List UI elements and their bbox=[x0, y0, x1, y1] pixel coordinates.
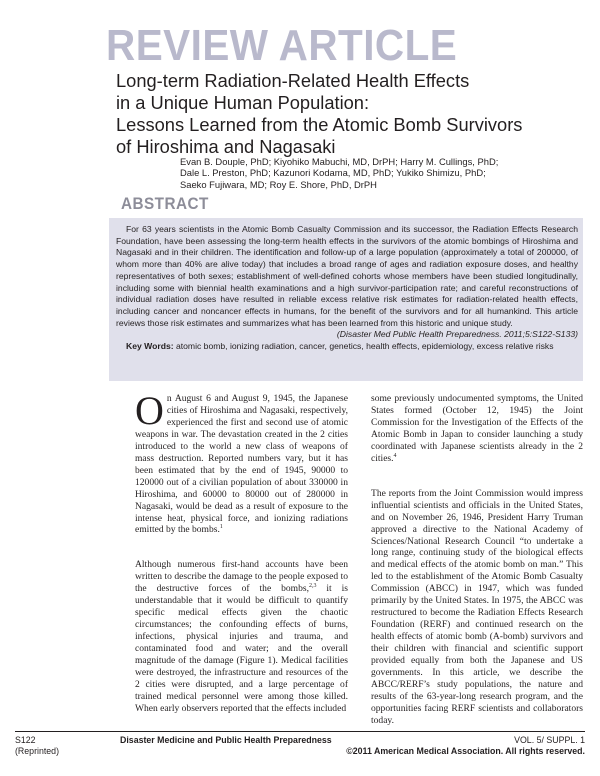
reference-superscript: 4 bbox=[393, 452, 397, 459]
abstract-text: For 63 years scientists in the Atomic Bomb Casualty Commission and its successor, the Radiation Effects Research Foundation, have been assessing the long-term health effects in the survivors of the atomic bombings of Hiroshima and Nagasaki and in their children. The identification and follow-up of a large population (approximately a total of 200000, of whom more than 40% are alive today) that includes a broad range of ages and radiation exposure doses, and healthy representatives of both sexes; establishment of well-defined cohorts whose members have been studied longitudinally, including some with biennial health examinations and a high survivor-participation rate; and careful reconstructions of individual radiation doses have resulted in reliable excess relative risk estimates for radiation-related health effects, including cancer and noncancer effects in humans, for the benefit of the survivors and for all humankind. This article reviews those risk estimates and summarizes what has been learned from this historic and unique study. bbox=[116, 224, 578, 328]
title-line: of Hiroshima and Nagasaki bbox=[116, 136, 336, 157]
body-column-left bbox=[135, 388, 348, 715]
abstract-body bbox=[116, 224, 578, 353]
copyright: ©2011 American Medical Association. All rights reserved. bbox=[346, 745, 585, 756]
abstract-heading: ABSTRACT bbox=[121, 194, 209, 213]
title-line: Long-term Radiation-Related Health Effects bbox=[116, 70, 470, 91]
body-paragraph bbox=[135, 388, 348, 536]
title-line: in a Unique Human Population: bbox=[116, 92, 370, 113]
author-line: Saeko Fujiwara, MD; Roy E. Shore, PhD, DrPH bbox=[180, 178, 377, 190]
body-paragraph bbox=[371, 393, 583, 465]
footer-rule bbox=[15, 731, 585, 732]
footer-right bbox=[346, 735, 585, 756]
author-line: Dale L. Preston, PhD; Kazunori Kodama, MD, PhD; Yukiko Shimizu, PhD; bbox=[180, 167, 486, 179]
author-list bbox=[180, 156, 590, 190]
keywords-text: atomic bomb, ionizing radiation, cancer, genetics, health effects, epidemiology, excess relative risks bbox=[175, 341, 554, 352]
article-type-label: REVIEW ARTICLE bbox=[106, 21, 458, 70]
page-number: S122 bbox=[15, 735, 36, 745]
paragraph-text: Although numerous first-hand accounts have been written to describe the damage to the people exposed to the destructive forces of the bombs, bbox=[135, 559, 348, 595]
keywords bbox=[116, 341, 578, 353]
author-line: Evan B. Douple, PhD; Kiyohiko Mabuchi, MD, DrPH; Harry M. Cullings, PhD; bbox=[180, 156, 499, 167]
citation: (Disaster Med Public Health Preparedness. 2011;5:S122-S133) bbox=[336, 329, 578, 340]
body-paragraph bbox=[135, 559, 348, 714]
reference-superscript: 2,3 bbox=[308, 583, 317, 590]
journal-name: Disaster Medicine and Public Health Preparedness bbox=[120, 735, 332, 745]
volume-info: VOL. 5/ SUPPL. 1 bbox=[514, 735, 585, 745]
paragraph-text: it is understandable that it would be difficult to quantify specific medical effects given the chaotic circumstances; the confounding effects of burns, infections, physical injuries and trauma, and contaminated food and water; and the overall magnitude of the damage (Figure 1). Medical facilities were destroyed, the infrastructure and resources of the 2 cities were disrupted, and a large percentage of trained medical personnel were among those killed. When early observers reported that the effects included bbox=[135, 583, 348, 714]
body-paragraph: The reports from the Joint Commission would impress influential scientists and officials in the United States, and on November 26, 1946, President Harry Truman approved a directive to the National Academy of Sciences/National Research Council “to undertake a long range, continuing study of the biological effects and medical effects of the atomic bomb on man.” This led to the establishment of the Atomic Bomb Casualty Commission (ABCC) in 1947, which was funded primarily by the United States. In 1975, the ABCC was restructured to become the Radiation Effects Research Foundation (RERF) and continued research on the health effects of atomic bomb (A-bomb) survivors and their children with financial and scientific support provided equally from both the Japanese and US governments. In this article, we describe the ABCC/RERF’s study populations, the nature and results of the 63-year-long research program, and the opportunities facing RERF scientists and collaborators today. bbox=[371, 487, 583, 726]
reference-superscript: 1 bbox=[219, 524, 223, 531]
paragraph-text: some previously undocumented symptoms, the United States formed (October 12, 1945) the Joint Commission for the Investigation of the Effects of the Atomic Bomb in Japan to consider launching a study coordinated with Japanese scientists already in the 2 cities. bbox=[371, 393, 583, 464]
paragraph-text: n August 6 and August 9, 1945, the Japanese cities of Hiroshima and Nagasaki, respectively, experienced the first and second use of atomic weapons in war. The devastation created in the 2 cities introduced to the world a new class of weapons of mass destruction. Reported numbers vary, but it has been estimated that by the end of 1945, 90000 to 120000 out of a civilian population of about 330000 in Hiroshima, and 60000 to 80000 out of 280000 in Nagasaki, would be dead as a result of exposure to the intense heat, physical force, and ionizing radiations emitted by the bombs. bbox=[135, 393, 348, 536]
article-title bbox=[116, 70, 586, 158]
drop-cap: O bbox=[135, 388, 164, 433]
footer-page bbox=[15, 735, 59, 756]
body-column-right bbox=[371, 393, 583, 727]
reprinted-note: (Reprinted) bbox=[15, 745, 60, 756]
keywords-label: Key Words: bbox=[126, 341, 174, 352]
title-line: Lessons Learned from the Atomic Bomb Survivors bbox=[116, 114, 523, 135]
